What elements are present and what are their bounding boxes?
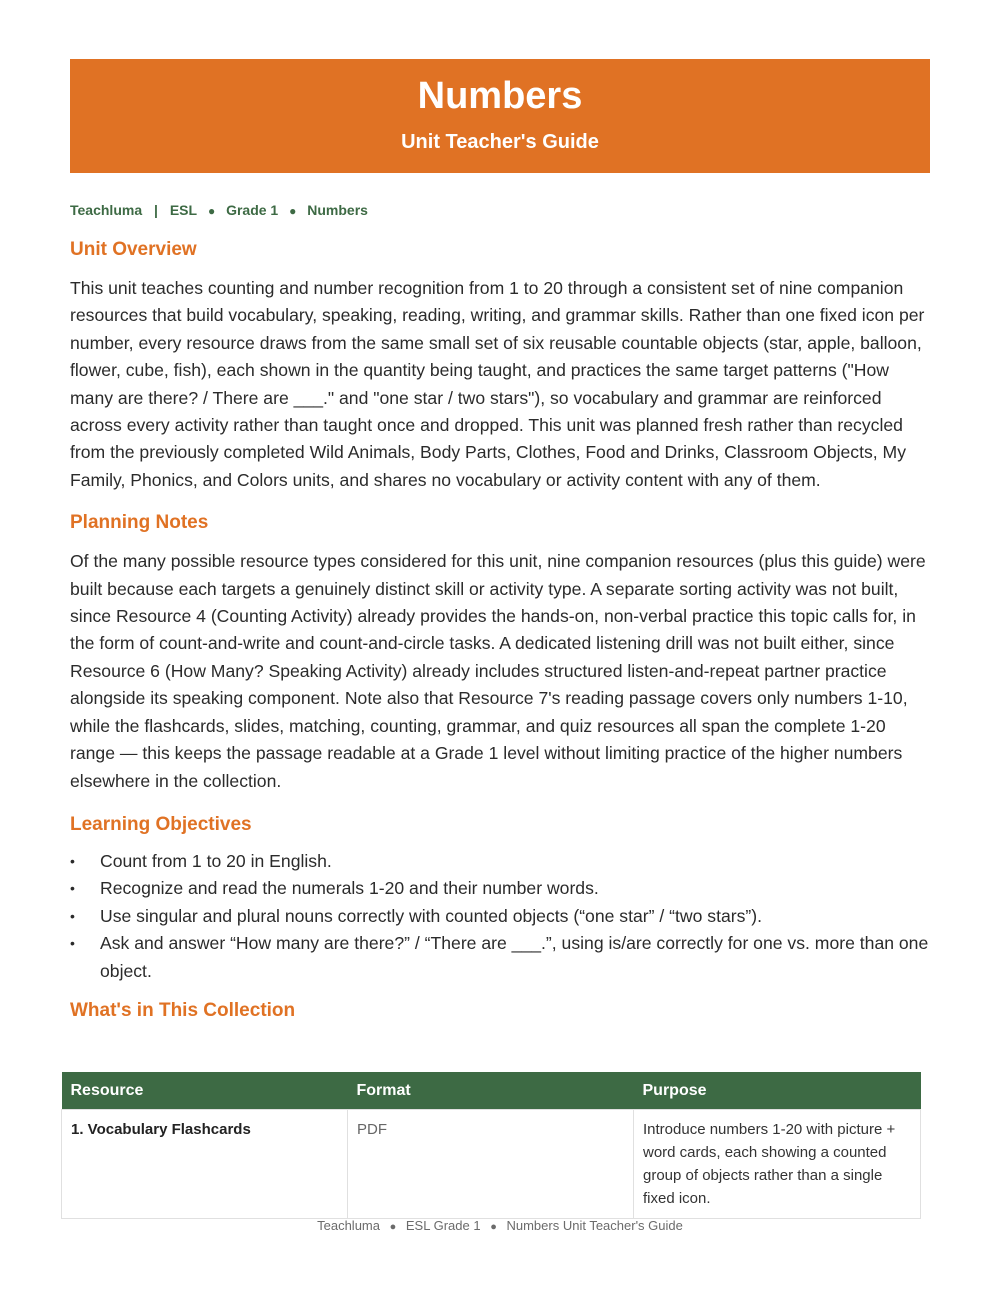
objective-text: Recognize and read the numerals 1-20 and their number words. <box>100 878 599 899</box>
objective-text: Ask and answer “How many are there?” / “There are ___.”, using is/are correctly for one vs. more than one object. <box>100 933 929 981</box>
bullet-dot-icon: ● <box>207 204 216 218</box>
guide-content <box>70 236 932 1025</box>
column-header-resource: Resource <box>62 1072 348 1110</box>
bullet-icon: • <box>70 907 75 924</box>
table-row <box>62 1110 921 1219</box>
collection-table <box>61 1072 921 1219</box>
column-header-format: Format <box>348 1072 634 1110</box>
bullet-icon: • <box>70 935 75 952</box>
breadcrumb <box>70 200 368 221</box>
unit-subtitle: Unit Teacher's Guide <box>401 131 599 153</box>
footer-title: Numbers Unit Teacher's Guide <box>506 1218 683 1233</box>
section-heading-overview: Unit Overview <box>70 239 197 260</box>
format-cell: PDF <box>348 1110 634 1219</box>
list-item <box>70 875 932 902</box>
section-heading-collection: What's in This Collection <box>70 999 296 1021</box>
title-banner <box>70 59 930 173</box>
list-item <box>70 903 932 930</box>
bullet-dot-icon: ● <box>389 1221 397 1233</box>
list-item <box>70 930 932 985</box>
list-item <box>70 848 932 875</box>
objective-text: Use singular and plural nouns correctly with counted objects (“one star” / “two stars”). <box>100 905 762 926</box>
footer-brand: Teachluma <box>317 1218 380 1233</box>
resource-cell: 1. Vocabulary Flashcards <box>62 1110 348 1219</box>
unit-label: Numbers <box>307 202 368 218</box>
objectives-list <box>70 848 932 985</box>
brand-name: Teachluma <box>70 202 143 218</box>
grade-label: Grade 1 <box>226 202 279 218</box>
unit-title: Numbers <box>417 75 583 117</box>
purpose-cell: Introduce numbers 1-20 with picture + word cards, each showing a counted group of objects rather than a single fixed icon. <box>634 1110 921 1219</box>
breadcrumb-separator: | <box>154 202 158 218</box>
bullet-icon: • <box>70 880 75 897</box>
bullet-dot-icon: ● <box>289 204 297 218</box>
table-header-row <box>62 1072 921 1110</box>
column-header-purpose: Purpose <box>634 1072 921 1110</box>
planning-paragraph: Of the many possible resource types considered for this unit, nine companion resources (plus this guide) were built because each targets a genuinely distinct skill or activity type. A separate sorting activity was not built, since Resource 4 (Counting Activity) already provides the hands-on, non-verbal practice this topic calls for, in the form of count-and-write and count-and-circle tasks. A dedicated listening drill was not built either, since Resource 6 (How Many? Speaking Activity) already includes structured listen-and-repeat partner practice alongside its speaking component. Note also that Resource 7's reading passage covers only numbers 1-10, while the flashcards, slides, matching, counting, grammar, and quiz resources all span the complete 1-20 range — this keeps the passage readable at a Grade 1 level without limiting practice of the higher numbers elsewhere in the collection. <box>70 551 926 791</box>
section-heading-objectives: Learning Objectives <box>70 813 252 835</box>
bullet-dot-icon: ● <box>490 1221 497 1233</box>
footer-course: ESL Grade 1 <box>405 1218 481 1233</box>
page-footer <box>0 1218 1000 1233</box>
objective-text: Count from 1 to 20 in English. <box>100 850 332 871</box>
subject-label: ESL <box>169 202 198 218</box>
bullet-icon: • <box>70 852 75 869</box>
overview-paragraph: This unit teaches counting and number recognition from 1 to 20 through a consistent set of nine companion resources that build vocabulary, speaking, reading, writing, and grammar skills. Rather than one fixed icon per number, every resource draws from the same small set of six reusable countable objects (star, apple, balloon, flower, cube, fish), each shown in the quantity being taught, and practices the same target patterns ("How many are there? / There are ___." and "one star / two stars"), so vocabulary and grammar are reinforced across every activity rather than taught once and dropped. This unit was planned fresh rather than recycled from the previously completed Wild Animals, Body Parts, Clothes, Food and Drinks, Classroom Objects, My Family, Phonics, and Colors units, and shares no vocabulary or activity content with any of them. <box>70 278 925 490</box>
section-heading-planning: Planning Notes <box>70 512 209 534</box>
